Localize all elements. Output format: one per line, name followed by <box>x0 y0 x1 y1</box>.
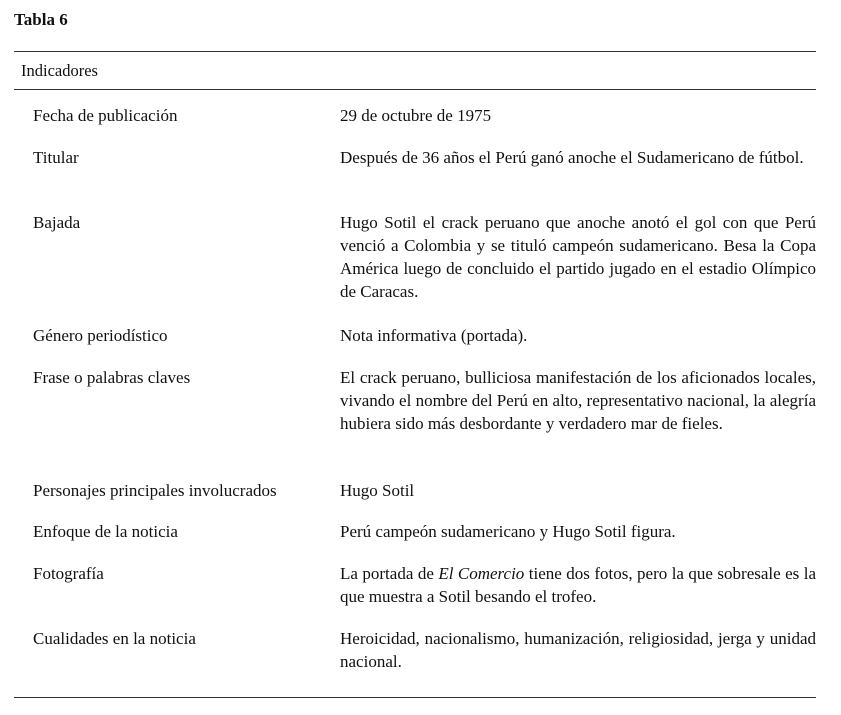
row-value-frase: El crack peruano, bulliciosa manifestación de los aficionados locales, vivando el nombre del Perú en alto, representativo nacional, la alegría hubiera sido más desbordante y verdadero mar de fieles. <box>340 368 816 433</box>
row-label-cualidades: Cualidades en la noticia <box>33 629 196 648</box>
row-value-cualidades: Heroicidad, nacionalismo, humanización, religiosidad, jerga y unidad nacional. <box>340 629 816 671</box>
row-label-fotografia: Fotografía <box>33 564 104 583</box>
table-header-rule <box>14 89 816 90</box>
row-value-titular: Después de 36 años el Perú ganó anoche el Sudamericano de fútbol. <box>340 148 804 167</box>
row-label-enfoque: Enfoque de la noticia <box>33 522 178 541</box>
table-header-indicadores: Indicadores <box>21 61 98 80</box>
row-value-personajes: Hugo Sotil <box>340 481 415 500</box>
row-label-titular: Titular <box>33 148 79 167</box>
row-label-bajada: Bajada <box>33 213 81 232</box>
fotografia-newspaper-name: El Comercio <box>438 564 525 583</box>
row-value-bajada: Hugo Sotil el crack peruano que anoche anotó el gol con que Perú venció a Colombia y se tituló campeón sudamericano. Besa la Copa América luego de concluido el partido jugado en el estadio Olímpico de Caracas. <box>340 213 816 301</box>
row-value-enfoque: Perú campeón sudamericano y Hugo Sotil figura. <box>340 522 676 541</box>
table-title: Tabla 6 <box>14 10 68 29</box>
row-value-genero: Nota informativa (portada). <box>340 326 528 345</box>
fotografia-text-after: tiene dos fotos, pero la que sobresale es la que muestra a Sotil besando el trofeo. <box>340 564 817 606</box>
table-top-rule <box>14 51 816 52</box>
row-label-frase: Frase o palabras claves <box>33 368 191 387</box>
row-label-personajes: Personajes principales involucrados <box>33 481 277 500</box>
row-value-fecha: 29 de octubre de 1975 <box>340 106 492 125</box>
fotografia-text-before: La portada de <box>340 564 439 583</box>
row-label-genero: Género periodístico <box>33 326 168 345</box>
row-value-fotografia <box>340 562 816 608</box>
row-label-fecha: Fecha de publicación <box>33 106 178 125</box>
table-bottom-rule <box>14 697 816 698</box>
